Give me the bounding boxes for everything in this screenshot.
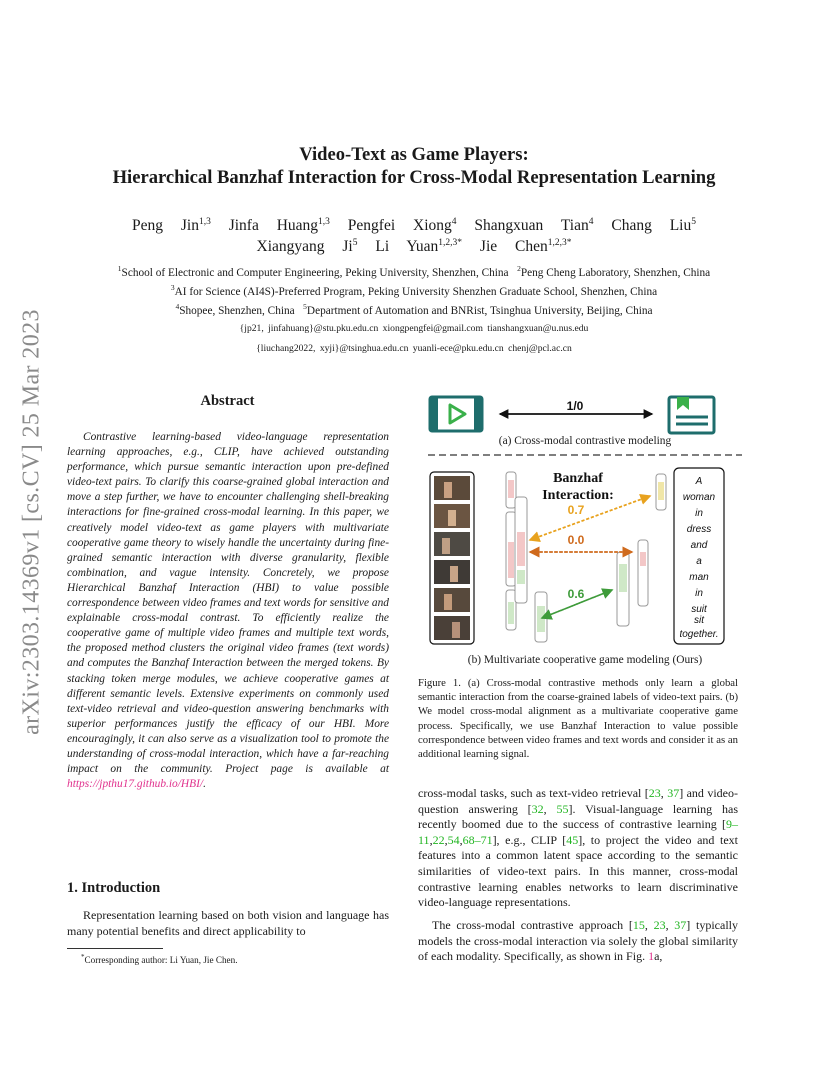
footnote-rule [67,948,163,949]
citation-link[interactable]: 54 [447,832,460,847]
word-token: a [696,556,702,567]
text-words-panel [674,468,724,644]
word-token: together. [679,629,719,640]
footnote: *Corresponding author: Li Yuan, Jie Chen. [81,953,238,966]
abstract-text: Contrastive learning-based video-language representation learning approaches, e.g., CLIP, have achieved outstanding performance, which pursue semantic interaction upon pre-defined video-text pairs. To clarify this coarse-grained global interaction and move a step further, we have to encounter challenging shell-breaking interactions for fine-grained cross-modal learning. In this paper, we creatively model video-text as game players with multivariate cooperative game theory to wisely handle the uncertainty during fine-grained semantic interaction with diverse granularity, flexible combination, and vague intensity. Concretely, we propose Hierarchical Banzhaf Interaction (HBI) to value possible correspondence between video frames and text words for sensitive and explainable cross-modal contrast. To efficiently realize the cooperative game of multiple video frames and multiple text words, the proposed method clusters the original video frames (text words) and computes the Banzhaf Interaction between the merged tokens. By stacking token merge modules, we achieve cooperative games at different semantic levels. Extensive experiments on commonly used text-video retrieval and video-question answering benchmarks with superior performances justify the efficacy of our HBI. More encouragingly, it can also serve as a visualization tool to promote the understanding of cross-modal interaction, which have a far-reaching impact on the community. Project page is available at [67,431,389,776]
word-token: A [695,476,703,487]
video-icon [430,397,482,431]
word-token: sit [694,615,704,626]
word-token: man [689,572,709,583]
citation-link[interactable]: 23 [653,918,666,932]
author: Pengfei Xiong$^4$ [347,217,457,235]
citation-link[interactable]: 23 [648,786,661,800]
text-document-icon [669,397,714,433]
word-token: and [690,540,708,551]
right-column-paragraph2: The cross-modal contrastive approach [15, 23, 37] typically models the cross-modal interaction via solely the global similarity of each modality. Specifically, as shown in Fig. 1a, [418,918,739,964]
figure-label-a: (a) Cross-modal contrastive modeling [498,435,672,447]
authors-line1 [60,217,768,235]
banzhaf-label-line1: Banzhaf [553,471,603,486]
right-column-paragraph1: cross-modal tasks, such as text-video retrieval [23, 37] and video-question answering [32, 55]. Visual-language learning has recently boomed due to the success of contrastive learning [9–11,22,54,68–71], e.g., CLIP [45], to project the video and text features into a common latent space according to the semantic similarities of video-text pairs. In this manner, cross-modal contrastive learning enables networks to learn discriminative video-language representations. [418,786,739,910]
introduction-text: Representation learning based on both vision and language has many potential benefits and direct applicability to [67,908,389,938]
word-token: in [695,508,703,519]
score-0-0: 0.0 [567,533,585,547]
figure-ref-link[interactable]: 1 [648,949,655,964]
score-1-0: 1/0 [566,399,584,413]
figure-1 [420,392,750,672]
citation-link[interactable]: 37 [667,786,680,800]
word-token: in [695,588,703,599]
paper-title-line1: Video-Text as Game Players: [299,144,529,165]
figure-caption: Figure 1. (a) Cross-modal contrastive methods only learn a global semantic interaction from the coarse-grained labels of video-text pairs. (b) We model cross-modal alignment as a multivariate cooperative game process. Specifically, we use Banzhaf Interaction to value possible correspondence between video frames and text words and consider it as an additional learning signal. [418,677,738,761]
affiliation-line3: $^4$Shopee, Shenzhen, China $^5$Department of Automation and BNRist, Tsinghua University, Beijing, China [175,302,653,317]
citation-link[interactable]: 15 [632,918,645,932]
section-heading-introduction: 1. Introduction [67,880,161,896]
video-frames-panel [430,472,474,644]
affiliation-line2: $^3$AI for Science (AI4S)-Preferred Program, Peking University Shenzhen Graduate School, Shenzhen, China [170,283,658,298]
arxiv-stamp-text: arXiv:2303.14369v1 [cs.CV] 25 Mar 2023 [18,309,45,735]
author: Peng Jin$^{1,3}$ [132,217,211,235]
citation-link[interactable]: 55 [556,801,569,816]
citation-link[interactable]: 9–11 [418,817,738,847]
citation-link[interactable]: 32 [531,801,544,816]
authors-line2 [60,238,768,256]
score-0-7: 0.7 [567,503,585,517]
word-token: woman [682,492,716,503]
author: Li Yuan$^{1,2,3*}$ [375,238,463,256]
abstract-body: Contrastive learning-based video-language representation learning approaches, e.g., CLIP, have achieved outstanding performance, which pursue semantic interaction upon pre-defined video-text pairs. To clarify this coarse-grained global interaction and move a step further, we have to encounter challenging shell-breaking interactions for fine-grained cross-modal learning. In this paper, we creatively model video-text as game players with multivariate cooperative game theory to wisely handle the uncertainty during fine-grained semantic interaction with diverse granularity, flexible combination, and vague intensity. Concretely, we propose Hierarchical Banzhaf Interaction (HBI) to value possible correspondence between video frames and text words for sensitive and explainable cross-modal contrast. To efficiently realize the cooperative game of multiple video frames and multiple text words, the proposed method clusters the original video frames (text words) and computes the Banzhaf Interaction between the merged tokens. By stacking token merge modules, we achieve cooperative games at different semantic levels. Extensive experiments on commonly used text-video retrieval and video-question answering benchmarks with superior performances justify the efficacy of our HBI. More encouragingly, it can also serve as a visualization tool to promote the understanding of cross-modal interaction, which have a far-reaching impact on the community. Project page is available at https://jpthu17.github.io/HBI/. [67,431,389,791]
author: Chang Liu$^5$ [611,217,696,235]
author: Shangxuan Tian$^4$ [474,217,594,235]
paper-title-line2: Hierarchical Banzhaf Interaction for Cross-Modal Representation Learning [112,167,716,188]
word-token: dress [686,524,712,535]
arxiv-stamp [14,282,50,762]
citation-link[interactable]: 45 [566,832,579,847]
figure-label-b: (b) Multivariate cooperative game modeling (Ours) [467,654,703,666]
author: Jinfa Huang$^{1,3}$ [228,217,330,235]
author: Xiangyang Ji$^5$ [256,238,358,256]
banzhaf-label-line2: Interaction: [542,488,614,503]
score-0-6: 0.6 [567,587,585,601]
author: Jie Chen$^{1,2,3*}$ [479,238,572,256]
citation-link[interactable]: 37 [674,918,687,932]
word-token: suit [691,604,707,615]
citation-link[interactable]: 22 [432,832,445,847]
citation-link[interactable]: 68–71 [462,832,493,847]
emails-line1: {jp21, jinfahuang}@stu.pku.edu.cn xiongpengfei@gmail.com tianshangxuan@u.nus.edu [239,323,589,334]
affiliation-line1: $^1$School of Electronic and Computer Engineering, Peking University, Shenzhen, China $^2$Peng Cheng Laboratory, Shenzhen, China [117,264,711,279]
abstract-heading: Abstract [200,393,255,409]
project-page-link[interactable]: https://jpthu17.github.io/HBI/ [67,778,204,791]
emails-line2: {liuchang2022, xyji}@tsinghua.edu.cn yuanli-ece@pku.edu.cn chenj@pcl.ac.cn [256,343,572,354]
